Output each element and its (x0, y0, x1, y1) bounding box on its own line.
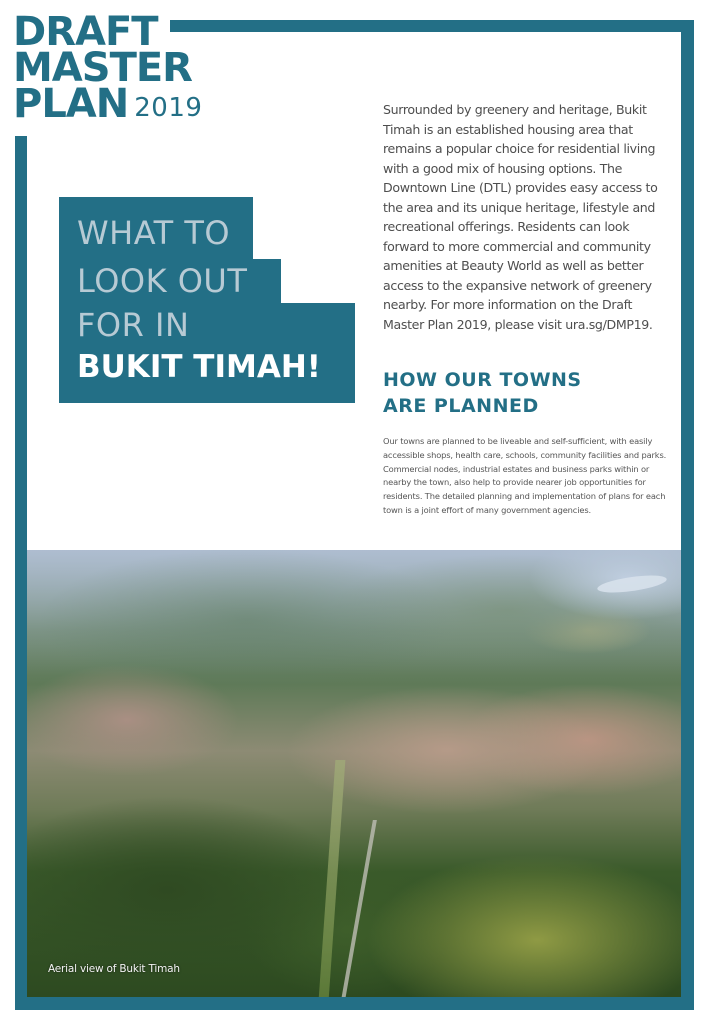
photo-road-shape (341, 820, 377, 997)
photo-caption: Aerial view of Bukit Timah (48, 963, 180, 975)
intro-paragraph: Surrounded by greenery and heritage, Bukit Timah is an established housing area that remains a popular choice for residential living with a good mix of housing options. The Downtown Line (DTL) provides easy access to the area and its unique heritage, lifestyle and recreational offerings. Residents can look forward to more commercial and community amenities at Beauty World as well as better access to the expansive network of greenery nearby. For more information on the Draft Master Plan 2019, please visit ura.sg/DMP19. (383, 102, 658, 332)
aerial-photo (27, 550, 681, 997)
headline-line-1: WHAT TO (59, 197, 253, 259)
headline-line-3: FOR IN (59, 303, 355, 347)
logo-year: 2019 (134, 93, 203, 123)
logo-line-plan (13, 81, 203, 127)
photo-reservoir-shape (596, 572, 667, 596)
logo-plan-word: PLAN (13, 81, 129, 127)
section-title (383, 367, 582, 419)
frame-border-left (15, 136, 27, 1010)
photo-rail-corridor-shape (319, 760, 346, 997)
frame-border-top (170, 20, 694, 32)
section-title-line-2: ARE PLANNED (383, 395, 539, 417)
frame-border-right (681, 20, 694, 1010)
draft-master-plan-logo (13, 9, 203, 127)
logo-line-draft: DRAFT (13, 9, 158, 55)
section-title-line-1: HOW OUR TOWNS (383, 369, 582, 391)
headline-line-2: LOOK OUT (59, 259, 281, 303)
headline-line-4: BUKIT TIMAH! (59, 347, 355, 403)
logo-line-master: MASTER (13, 45, 192, 91)
frame-border-bottom (15, 997, 694, 1010)
headline-block (59, 197, 355, 403)
section-body-paragraph: Our towns are planned to be liveable and self-sufficient, with easily accessible shops, health care, schools, community facilities and parks. Commercial nodes, industrial estates and business parks within or nearby the town, also help to provide nearer job opportunities for residents. The detailed planning and implementation of plans for each town is a joint effort of many government agencies. (383, 436, 667, 515)
